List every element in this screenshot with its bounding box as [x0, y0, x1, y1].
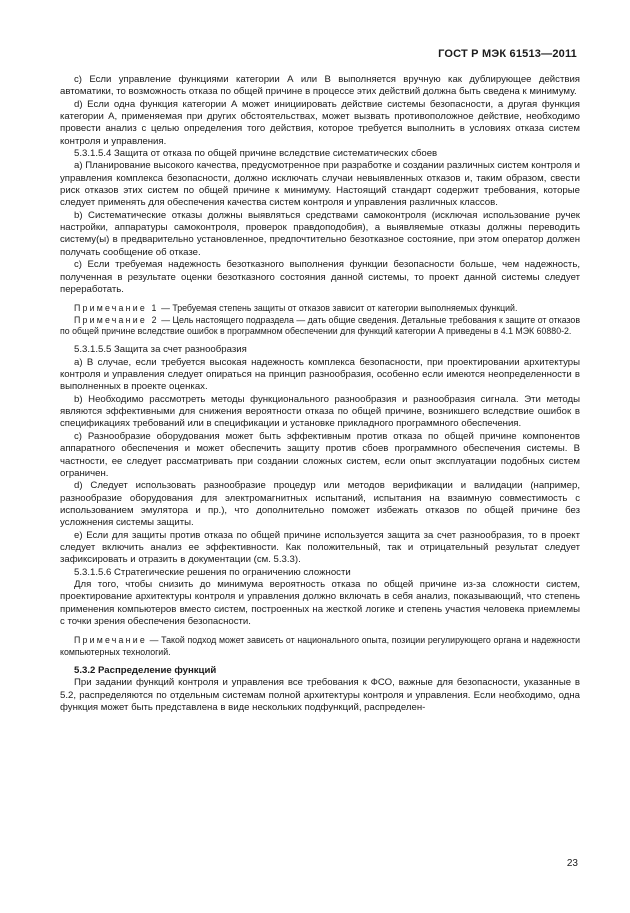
- paragraph-a-diversity: a) В случае, если требуется высокая надежность комплекса безопасности, при проектировании архитектуры контроля и управления следует опираться на принцип разнообразия, особенно если имеются неопределенности в выполненных в проекте оценках.: [60, 356, 580, 393]
- note-label: Примечание: [74, 635, 147, 646]
- paragraph-b-systematic: b) Систематические отказы должны выявляться средствами самоконтроля (исключая использование ручек настройки, аппаратуры самоконтроля, проверок правдоподобия), а выявляемые отказы должны переводить систему(ы) в предварительно установленное, предпочтительно безотказное состояние, при этом оператор должен получать сообщение об отказе.: [60, 209, 580, 258]
- note-2: [60, 315, 580, 338]
- note-label: Примечание 1: [74, 303, 159, 314]
- note-text: — Такой подход может зависеть от национального опыта, позиции регулирующего органа и надежности компьютерных технологий.: [60, 635, 580, 657]
- note-3: [60, 635, 580, 658]
- paragraph-complexity: Для того, чтобы снизить до минимума вероятность отказа по общей причине из-за сложности систем, проектирование архитектуры контроля и управления должно включать в себя анализ, показывающий, что степень применения компьютеров вместо систем, построенных на жесткой логике и степень участия человека приемлемы с точки зрения обеспечения безопасности.: [60, 578, 580, 627]
- paragraph-allocation: При задании функций контроля и управления все требования к ФСО, важные для безопасности, указанные в 5.2, распределяются по отдельным системам полной архитектуры контроля и управления. Если необходимо, одна функция может быть представлена в виде нескольких подфункций, распределен-: [60, 677, 580, 714]
- clause-5-3-1-5-5: 5.3.1.5.5 Защита за счет разнообразия: [74, 344, 247, 356]
- note-1: [60, 303, 580, 314]
- paragraph-e-analysis: e) Если для защиты против отказа по общей причине используется защита за счет разнообразия, то в проект следует включить анализ ее эффективности. Как положительный, так и отрицательный результат следует зафиксировать и отразить в документации (см. 5.3.3).: [60, 529, 580, 566]
- paragraph-c-manual: c) Если управление функциями категории А или В выполняется вручную как дублирующее действия автоматики, то возможность отказа по общей причине в процессе этих действий должна быть сведена к минимуму.: [60, 74, 580, 98]
- paragraph-c-hardware: c) Разнообразие оборудования может быть эффективным против отказа по общей причине компонентов аппаратного обеспечения и может обеспечить защиту против сбоев программного обеспечения системы. В частности, ее следует рассматривать при создании сложных систем, если опыт эксплуатации подобных систем ограничен.: [60, 430, 580, 479]
- note-text: — Цель настоящего подраздела — дать общие сведения. Детальные требования к защите от отказов по общей причине вследствие ошибок в программном обеспечении для функций категории А приведены в 4.1 МЭК 60880-2.: [60, 314, 580, 336]
- document-header: ГОСТ Р МЭК 61513—2011: [438, 48, 577, 60]
- page-body: [60, 74, 580, 715]
- paragraph-b-functional: b) Необходимо рассмотреть методы функционального разнообразия и разнообразия сигнала. Эти методы являются эффективными для снижения вероятности отказа по общей причине, возникшего вследствие ошибок в спецификациях требований или в спецификации и установке прикладного программного обеспечения.: [60, 393, 580, 430]
- page-number: 23: [566, 858, 578, 869]
- paragraph-d-procedures: d) Следует использовать разнообразие процедур или методов верификации и валидации (например, разнообразие оборудования для электромагнитных испытаний, испытания на взаимную совместимость с использованием эмулятора и пр.), что дополнительно поможет избежать отказов по общей причине без усложнения системы защиты.: [60, 480, 580, 529]
- paragraph-a-planning: a) Планирование высокого качества, предусмотренное при разработке и создании различных систем контроля и управления комплекса безопасности, должно исключать случаи невыявленных отказов и, таким образом, свести риск отказов этих систем по общей причине к минимуму. Настоящий стандарт содержит требования, которые следует применять для обеспечения качества систем контроля и управления различных классов.: [60, 160, 580, 209]
- note-label: Примечание 2: [74, 314, 159, 325]
- section-heading-5-3-2: 5.3.2 Распределение функций: [74, 665, 217, 677]
- note-text: — Требуемая степень защиты от отказов зависит от категории выполняемых функций.: [158, 303, 518, 314]
- clause-5-3-1-5-4: 5.3.1.5.4 Защита от отказа по общей причине вследствие систематических сбоев: [74, 148, 438, 160]
- paragraph-c-reliability: c) Если требуемая надежность безотказного выполнения функции безопасности больше, чем надежность, полученная в результате оценки безотказного состояния данной системы, то проект данной системы следует переработать.: [60, 259, 580, 295]
- clause-5-3-1-5-6: 5.3.1.5.6 Стратегические решения по ограничению сложности: [74, 566, 351, 578]
- paragraph-d-category-a: d) Если одна функция категории А может инициировать действие системы безопасности, а другая функция категории А, применяемая при других обстоятельствах, может вызвать противоположное действие, необходимо провести анализ с целью определения того действия, которое требуется выполнить в условиях отказа систем контроля и управления.: [60, 98, 580, 147]
